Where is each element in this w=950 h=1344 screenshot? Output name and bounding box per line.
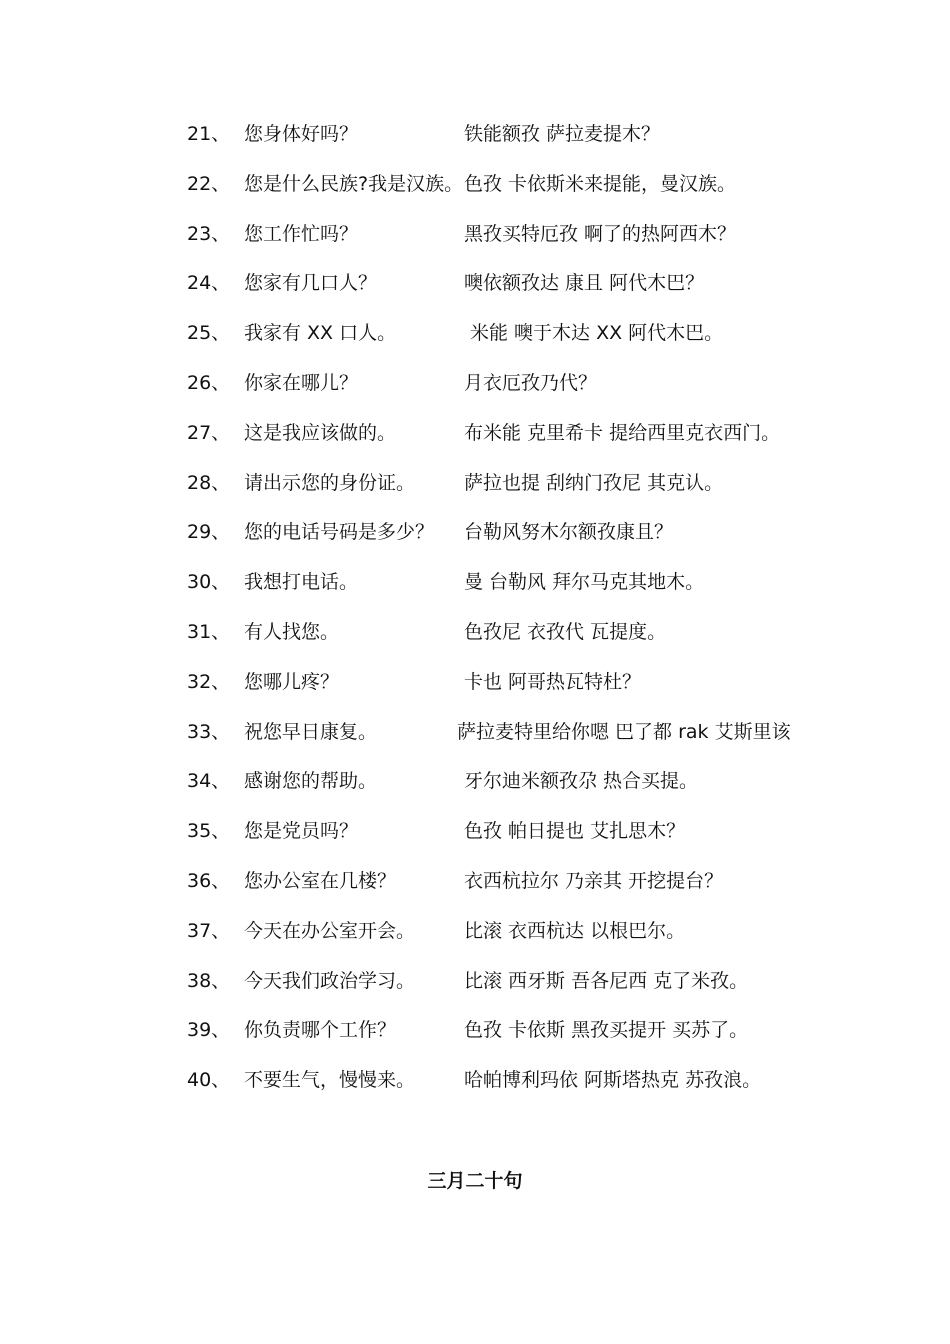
phrase-row — [0, 508, 950, 558]
phrase-row — [0, 309, 950, 359]
row-number: 40、 — [187, 1069, 231, 1092]
transliteration: 萨拉麦特里给你嗯 巴了都 rak 艾斯里该 — [457, 720, 791, 743]
phrase-row — [0, 210, 950, 260]
row-number: 29、 — [187, 521, 231, 544]
row-number: 22、 — [187, 172, 231, 195]
row-number: 21、 — [187, 123, 231, 145]
transliteration: 萨拉也提 刮纳门孜尼 其克认。 — [464, 471, 724, 494]
row-number: 24、 — [187, 272, 231, 295]
row-number: 31、 — [187, 620, 231, 643]
phrase-list — [0, 110, 950, 1106]
row-number: 26、 — [187, 371, 231, 394]
phrase-row — [0, 110, 950, 160]
row-number: 27、 — [187, 421, 231, 444]
transliteration: 曼 台勒风 拜尔马克其地木。 — [464, 571, 705, 594]
chinese-phrase: 这是我应该做的。 — [244, 421, 397, 444]
chinese-phrase: 请出示您的身份证。 — [244, 471, 416, 494]
phrase-row — [0, 757, 950, 807]
transliteration: 色孜 卡依斯 黑孜买提开 买苏了。 — [464, 1019, 749, 1042]
row-number: 39、 — [187, 1019, 231, 1042]
phrase-row — [0, 608, 950, 658]
phrase-row — [0, 1006, 950, 1056]
chinese-phrase: 我想打电话。 — [244, 571, 359, 594]
row-number: 30、 — [187, 571, 231, 594]
transliteration: 米能 噢于木达 XX 阿代木巴。 — [470, 322, 724, 345]
transliteration: 色孜尼 衣孜代 瓦提度。 — [464, 620, 667, 643]
phrase-row — [0, 807, 950, 857]
chinese-phrase: 今天在办公室开会。 — [244, 919, 416, 942]
phrase-row — [0, 957, 950, 1007]
phrase-row — [0, 359, 950, 409]
row-number: 33、 — [187, 720, 231, 743]
transliteration: 衣西杭拉尔 乃亲其 开挖提台？ — [464, 869, 724, 892]
transliteration: 比滚 西牙斯 吾各尼西 克了米孜。 — [464, 969, 749, 992]
transliteration: 黑孜买特厄孜 啊了的热阿西木？ — [464, 222, 737, 245]
transliteration: 哈帕博利玛依 阿斯塔热克 苏孜浪。 — [464, 1069, 762, 1092]
chinese-phrase: 您家有几口人？ — [244, 272, 378, 295]
transliteration: 卡也 阿哥热瓦特杜？ — [464, 670, 642, 693]
phrase-row — [0, 708, 950, 758]
row-number: 28、 — [187, 471, 231, 494]
section-heading: 三月二十句 — [427, 1170, 523, 1192]
phrase-row — [0, 259, 950, 309]
phrase-row — [0, 409, 950, 459]
transliteration: 月衣厄孜乃代？ — [464, 371, 598, 394]
chinese-phrase: 今天我们政治学习。 — [244, 969, 416, 992]
transliteration: 布米能 克里希卡 提给西里克衣西门。 — [464, 421, 781, 444]
phrase-row — [0, 558, 950, 608]
chinese-phrase: 你家在哪儿？ — [244, 371, 359, 394]
transliteration: 牙尔迪米额孜尕 热合买提。 — [464, 770, 699, 793]
row-number: 38、 — [187, 969, 231, 992]
chinese-phrase: 有人找您。 — [244, 620, 340, 643]
chinese-phrase: 您的电话号码是多少？ — [244, 521, 435, 544]
phrase-row — [0, 1056, 950, 1106]
row-number: 35、 — [187, 820, 231, 843]
row-number: 36、 — [187, 869, 231, 892]
chinese-phrase: 您哪儿疼？ — [244, 670, 340, 693]
row-number: 25、 — [187, 322, 231, 345]
transliteration: 铁能额孜 萨拉麦提木？ — [464, 123, 661, 145]
chinese-phrase: 不要生气，慢慢来。 — [244, 1069, 416, 1092]
row-number: 32、 — [187, 670, 231, 693]
chinese-phrase: 您是什么民族?我是汉族。 — [244, 172, 464, 195]
chinese-phrase: 您工作忙吗？ — [244, 222, 359, 245]
chinese-phrase: 您身体好吗？ — [244, 123, 359, 145]
transliteration: 色孜 卡依斯米来提能，曼汉族。 — [464, 172, 737, 195]
transliteration: 台勒风努木尔额孜康且？ — [464, 521, 674, 544]
transliteration: 噢依额孜达 康且 阿代木巴？ — [464, 272, 705, 295]
chinese-phrase: 您是党员吗？ — [244, 820, 359, 843]
phrase-row — [0, 857, 950, 907]
chinese-phrase: 我家有 XX 口人。 — [244, 322, 397, 345]
phrase-row — [0, 907, 950, 957]
chinese-phrase: 你负责哪个工作？ — [244, 1019, 397, 1042]
chinese-phrase: 感谢您的帮助。 — [244, 770, 378, 793]
row-number: 23、 — [187, 222, 231, 245]
row-number: 34、 — [187, 770, 231, 793]
phrase-row — [0, 658, 950, 708]
chinese-phrase: 祝您早日康复。 — [244, 720, 378, 743]
transliteration: 色孜 帕日提也 艾扎思木？ — [464, 820, 686, 843]
chinese-phrase: 您办公室在几楼？ — [244, 869, 397, 892]
phrase-row — [0, 459, 950, 509]
phrase-row — [0, 160, 950, 210]
row-number: 37、 — [187, 919, 231, 942]
transliteration: 比滚 衣西杭达 以根巴尔。 — [464, 919, 686, 942]
